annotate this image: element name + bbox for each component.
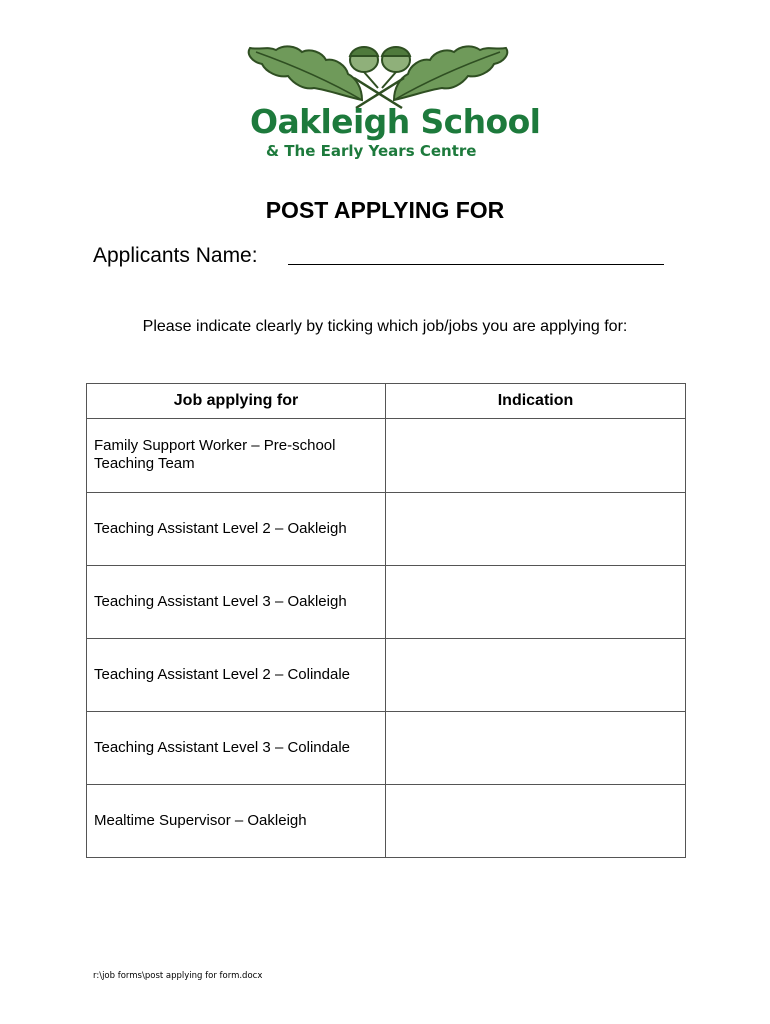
table-row — [87, 712, 686, 785]
indication-cell[interactable] — [386, 639, 686, 712]
school-logo — [244, 38, 541, 164]
applicant-name-label: Applicants Name: — [93, 244, 258, 267]
applicant-name-field[interactable] — [288, 264, 664, 265]
oak-leaves-acorns-icon — [244, 38, 520, 110]
header-indication: Indication — [386, 384, 686, 419]
footer-file-path: r:\job forms\post applying for form.docx — [93, 971, 263, 981]
job-name: Teaching Assistant Level 2 – Oakleigh — [87, 493, 386, 566]
table-row — [87, 785, 686, 858]
logo-school-name: Oakleigh School — [250, 102, 541, 141]
job-name: Family Support Worker – Pre-school Teaching Team — [87, 419, 386, 493]
instruction-text: Please indicate clearly by ticking which job/jobs you are applying for: — [142, 318, 628, 335]
page-title: POST APPLYING FOR — [265, 197, 505, 223]
indication-cell[interactable] — [386, 493, 686, 566]
table-row — [87, 493, 686, 566]
table-row — [87, 566, 686, 639]
job-name: Mealtime Supervisor – Oakleigh — [87, 785, 386, 858]
indication-cell[interactable] — [386, 712, 686, 785]
logo-subtitle: & The Early Years Centre — [266, 142, 477, 160]
indication-cell[interactable] — [386, 419, 686, 493]
indication-cell[interactable] — [386, 566, 686, 639]
job-selection-table — [86, 383, 686, 858]
job-name: Teaching Assistant Level 2 – Colindale — [87, 639, 386, 712]
table-header-row — [87, 384, 686, 419]
table-row — [87, 639, 686, 712]
job-name: Teaching Assistant Level 3 – Colindale — [87, 712, 386, 785]
indication-cell[interactable] — [386, 785, 686, 858]
table-row — [87, 419, 686, 493]
header-job: Job applying for — [87, 384, 386, 419]
job-name: Teaching Assistant Level 3 – Oakleigh — [87, 566, 386, 639]
